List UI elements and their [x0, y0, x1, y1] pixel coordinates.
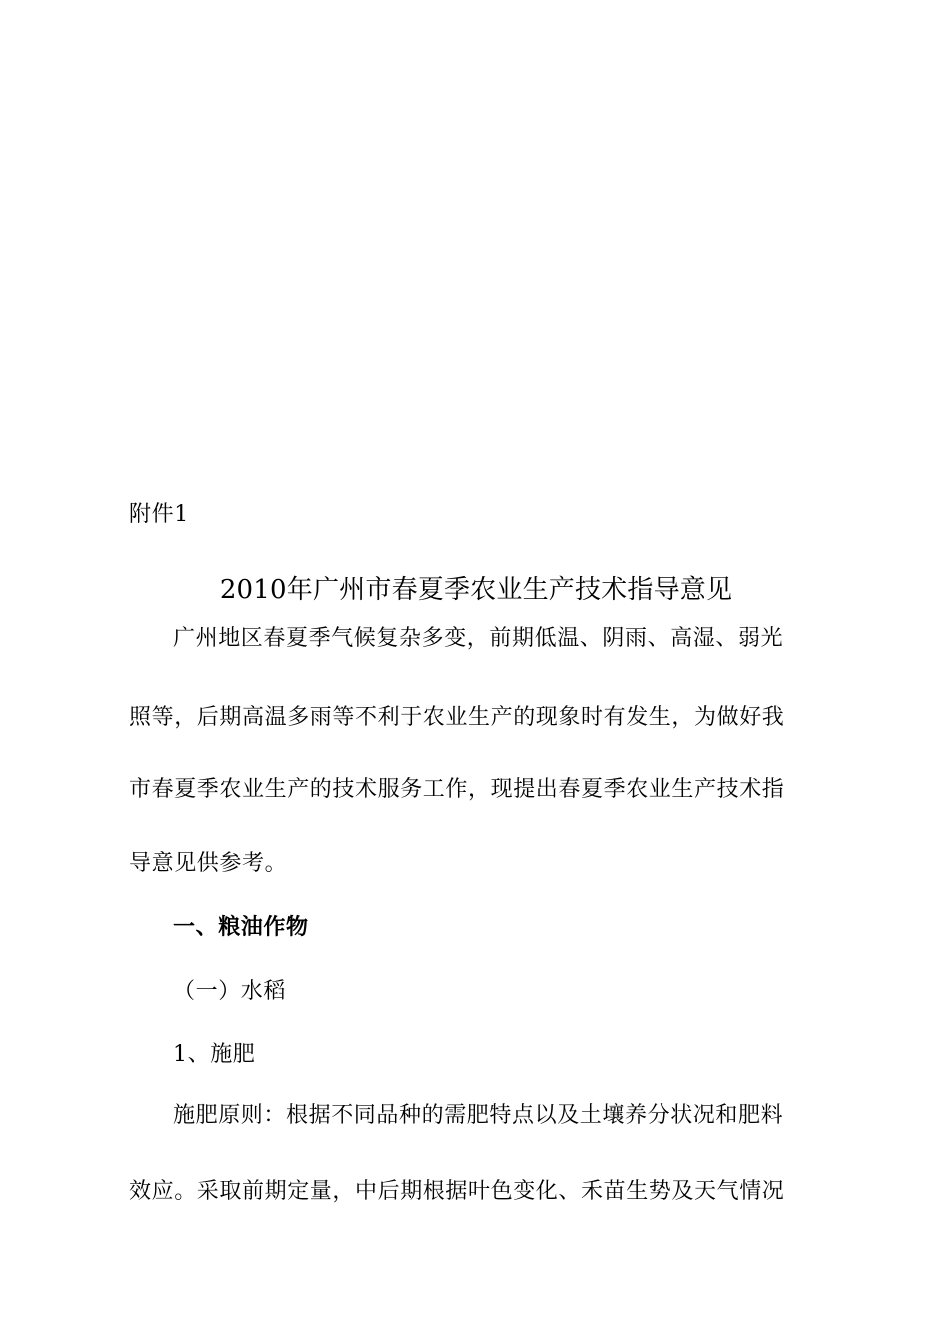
item-heading: 1、施肥: [173, 1042, 256, 1067]
intro-line-4: 导意见供参考。: [129, 851, 288, 876]
document-title: 2010年广州市春夏季农业生产技术指导意见: [219, 575, 733, 605]
attachment-label: 附件1: [129, 502, 189, 527]
intro-line-1: 广州地区春夏季气候复杂多变，前期低温、阴雨、高湿、弱光: [173, 626, 784, 651]
section-heading: 一、粮油作物: [173, 914, 309, 940]
body-line-1: 施肥原则：根据不同品种的需肥特点以及土壤养分状况和肥料: [173, 1103, 784, 1128]
body-line-2: 效应。采取前期定量，中后期根据叶色变化、禾苗生势及天气情况: [129, 1179, 785, 1204]
subsection-heading: （一）水稻: [173, 979, 287, 1004]
intro-line-3: 市春夏季农业生产的技术服务工作，现提出春夏季农业生产技术指: [129, 777, 785, 802]
intro-line-2: 照等，后期高温多雨等不利于农业生产的现象时有发生，为做好我: [129, 705, 785, 730]
